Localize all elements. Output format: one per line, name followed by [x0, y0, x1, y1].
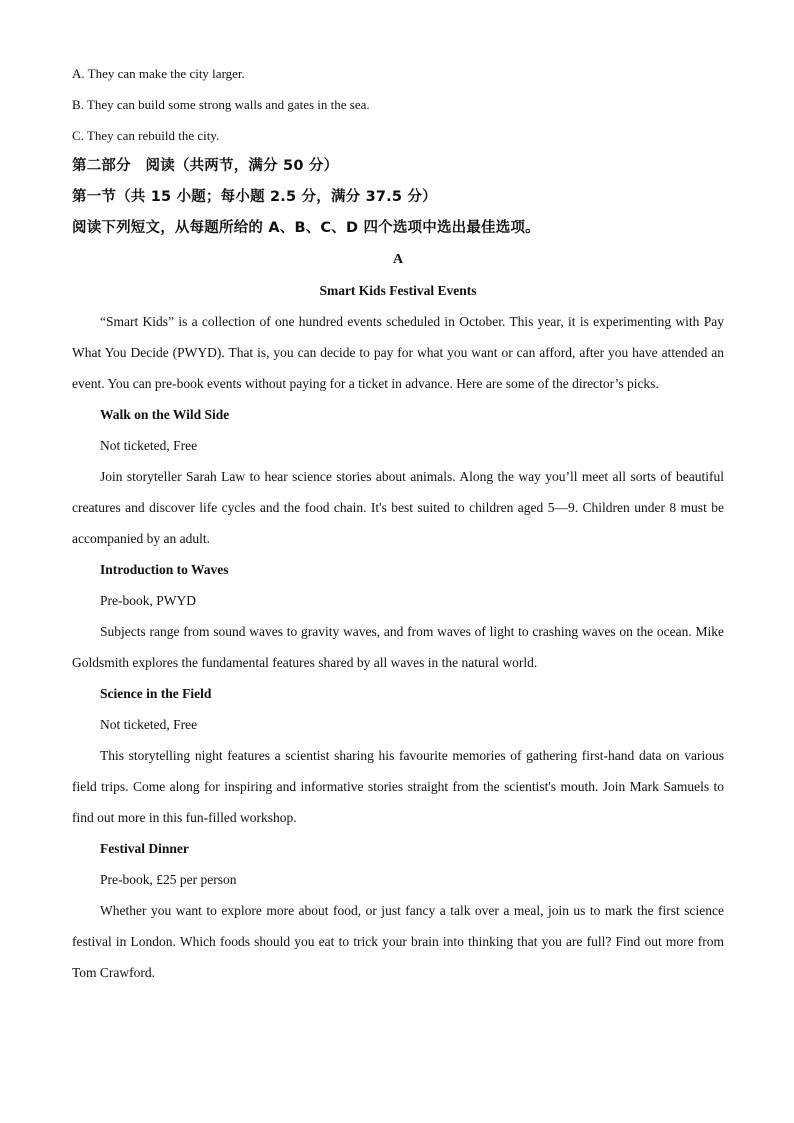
event-meta: Pre-book, PWYD: [100, 593, 196, 608]
event-festival-dinner: [72, 833, 724, 988]
event-description: This storytelling night features a scientist sharing his favourite memories of gathering first-hand data on various field trips. Come along for inspiring and informative stories straight from the scientist's mouth. Join Mark Samuels to find out more in this fun-filled workshop.: [72, 748, 724, 825]
passage-title: Smart Kids Festival Events: [319, 283, 477, 298]
event-meta: Pre-book, £25 per person: [100, 872, 237, 887]
event-meta: Not ticketed, Free: [100, 438, 198, 453]
event-description: Whether you want to explore more about food, or just fancy a talk over a meal, join us to mark the first science festival in London. Which foods should you eat to trick your brain into thinking that you are full? Find out more from Tom Crawford.: [72, 903, 724, 980]
section-heading: 第二部分 阅读（共两节，满分 50 分）: [72, 158, 339, 174]
instruction: 阅读下列短文，从每题所给的 A、B、C、D 四个选项中选出最佳选项。: [72, 220, 540, 236]
event-walk-on-the-wild-side: [72, 399, 724, 554]
option-b: B. They can build some strong walls and gates in the sea.: [72, 97, 370, 112]
event-introduction-to-waves: [72, 554, 724, 678]
document-page: [72, 58, 724, 988]
passage-letter: A: [392, 252, 404, 267]
passage-intro: “Smart Kids” is a collection of one hundred events scheduled in October. This year, it is experimenting with Pay What You Decide (PWYD). That is, you can decide to pay for what you want or can afford, after you have attended an event. You can pre-book events without paying for a ticket in advance. Here are some of the director’s picks.: [72, 314, 724, 391]
event-title: Science in the Field: [100, 686, 212, 701]
option-a: A. They can make the city larger.: [72, 66, 245, 81]
option-c: C. They can rebuild the city.: [72, 128, 220, 143]
event-title: Festival Dinner: [100, 841, 189, 856]
event-description: Subjects range from sound waves to gravity waves, and from waves of light to crashing waves on the ocean. Mike Goldsmith explores the fundamental features shared by all waves in the natural world.: [72, 624, 724, 670]
subsection-heading: 第一节（共 15 小题；每小题 2.5 分，满分 37.5 分）: [72, 189, 437, 205]
event-title: Walk on the Wild Side: [100, 407, 230, 422]
event-description: Join storyteller Sarah Law to hear science stories about animals. Along the way you’ll meet all sorts of beautiful creatures and discover life cycles and the food chain. It's best suited to children aged 5—9. Children under 8 must be accompanied by an adult.: [72, 469, 724, 546]
event-title: Introduction to Waves: [100, 562, 229, 577]
event-science-in-the-field: [72, 678, 724, 833]
event-meta: Not ticketed, Free: [100, 717, 198, 732]
